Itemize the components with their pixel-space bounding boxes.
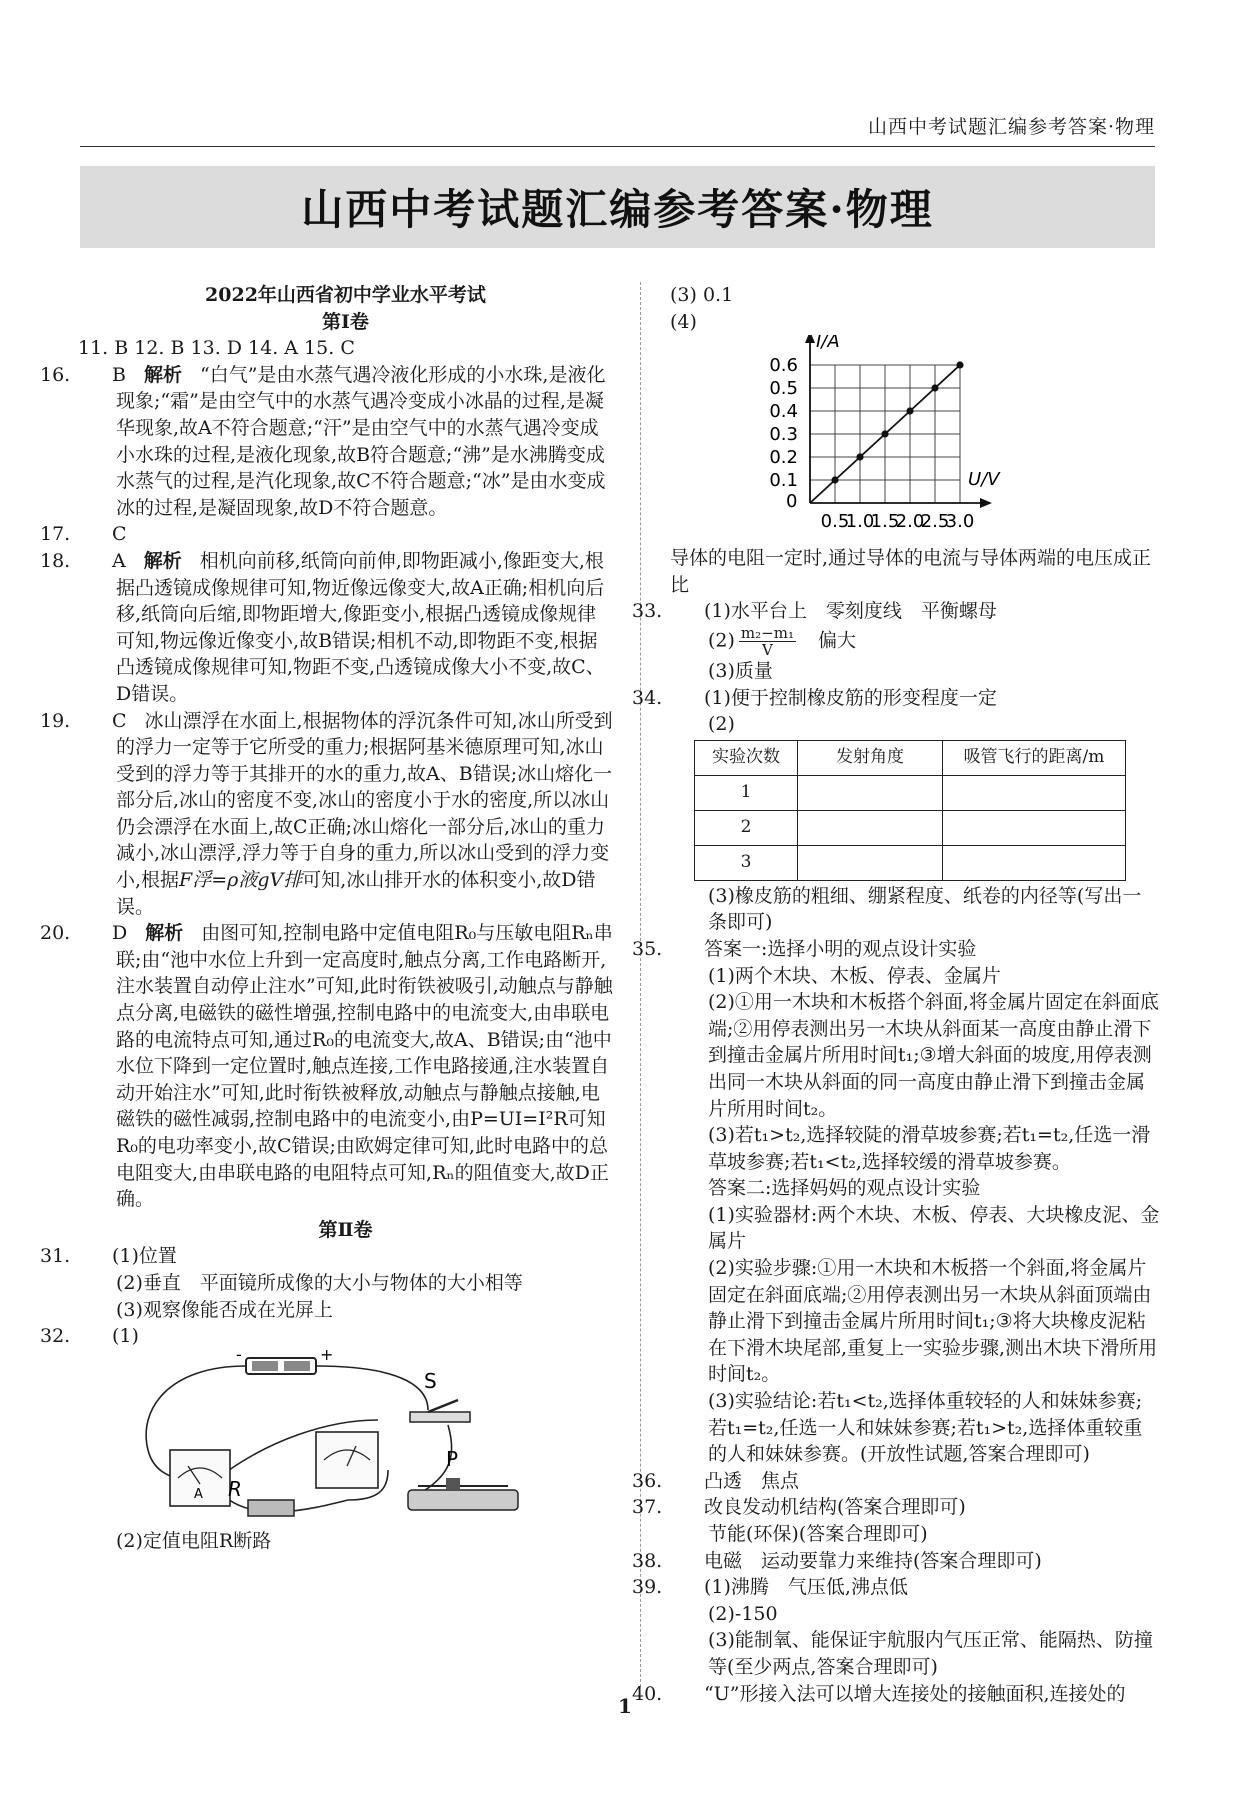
y-tick-label: 0.1 [769, 470, 798, 492]
answer-line: “U”形接入法可以增大连接处的接触面积,连接处的 [704, 1682, 1126, 1705]
answer-31 [40, 1243, 613, 1270]
answer-32 [40, 1323, 613, 1350]
answer-line: 电磁 运动要靠力来维持(答案合理即可) [704, 1549, 1042, 1572]
data-point [956, 362, 963, 369]
answer-line: 偏大 [817, 629, 856, 652]
analysis-tag: 解析 [143, 363, 182, 386]
answer-35-line: (3)若t₁>t₂,选择较陡的滑草坡参赛;若t₁=t₂,任选一滑草坡参赛;若t₁<t₂,选择较缓的滑草坡参赛。 [708, 1124, 1151, 1173]
answer-35-line: 答案二:选择妈妈的观点设计实验 [708, 1177, 981, 1200]
analysis-text: “白气”是由水蒸气遇冷液化形成的小水珠,是液化现象;“霜”是由空气中的水蒸气遇冷变成小冰晶的过程,是凝华现象,故A不符合题意;“汗”是由空气中的水蒸气遇冷变成小水珠的过程,是液化现象,故B符合题意;“沸”是水沸腾变成水蒸气的过程,是汽化现象,故C不符合题意;“冰”是由水变成冰的过程,是凝固现象,故D不符合题意。 [116, 363, 606, 519]
analysis-tag: 解析 [145, 922, 184, 945]
qnum: 34. [632, 686, 663, 709]
table-cell [798, 775, 943, 810]
answer-16 [40, 362, 613, 522]
answer-35-line: (3)实验结论:若t₁<t₂,选择体重较轻的人和妹妹参赛;若t₁=t₂,任选一人和妹妹参赛;若t₁>t₂,选择体重较重的人和妹妹参赛。(开放性试题,答案合理即可) [708, 1390, 1143, 1466]
rheostat-icon [408, 1490, 518, 1510]
answer-line: (1)水平台上 零刻度线 平衡螺母 [704, 600, 997, 623]
answer-35-line: (2)①用一木块和木板搭个斜面,将金属片固定在斜面底端;②用停表测出另一木块从斜面某一高度由静止滑下到撞击金属片所用时间t₁;③增大斜面的坡度,用停表测出同一木块从斜面的同一高度由静止滑下到撞击金属片所用时间t₂。 [708, 991, 1159, 1120]
answer-35-line: (1)两个木块、木板、停表、金属片 [708, 964, 1001, 987]
running-header: 山西中考试题汇编参考答案·物理 [867, 116, 1155, 138]
x-axis-label: U/V [968, 469, 1000, 491]
qnum: 35. [632, 937, 663, 960]
buoyancy-formula: F浮=ρ液gV排 [179, 869, 303, 892]
table-row [695, 810, 1126, 845]
y-tick-label: 0.5 [769, 378, 798, 400]
qnum: 17. [40, 523, 71, 546]
switch-icon [410, 1412, 470, 1422]
answer-33-3: (3)质量 [708, 659, 773, 682]
qnum: 37. [632, 1496, 663, 1519]
battery-plus-label: + [320, 1349, 334, 1364]
qnum: 16. [40, 363, 71, 386]
x-tick-label: 2.0 [895, 511, 925, 533]
answer-35-line: (2)实验步骤:①用一木块和木板搭一个斜面,将金属片固定在斜面底端;②用停表测出另一木块从斜面顶端由静止滑下到撞击金属片所用时间t₁;③将大块橡皮泥粘在下滑木块尾部,重复上一实验步骤,测出木块下滑所用时间t₂。 [708, 1257, 1158, 1386]
y-axis-arrow-icon [805, 335, 815, 343]
origin-label: 0 [786, 491, 798, 513]
answer-34-2: (2) [708, 713, 735, 736]
answer-line: (1)位置 [112, 1245, 177, 1268]
answer-39 [632, 1574, 1160, 1601]
qnum: 36. [632, 1469, 663, 1492]
switch-label: S [424, 1368, 437, 1393]
header-rule [80, 146, 1155, 147]
x-tick-label: 0.5 [820, 511, 850, 533]
page-number: 1 [618, 1694, 632, 1718]
answer-33 [632, 598, 1160, 625]
answer-letter: C [112, 523, 127, 546]
x-tick-label: 2.5 [920, 511, 950, 533]
answer-37 [632, 1494, 1160, 1521]
answer-34-3: (3)橡皮筋的粗细、绷紧程度、纸卷的内径等(写出一条即可) [708, 884, 1142, 934]
answer-39-3: (3)能制氧、能保证宇航服内气压正常、能隔热、防撞等(至少两点,答案合理即可) [708, 1629, 1153, 1678]
exam-title: 2022年山西省初中学业水平考试 [205, 284, 486, 306]
right-column [632, 282, 1160, 1707]
answer-line: 改良发动机结构(答案合理即可) [704, 1496, 966, 1519]
analysis-text: 相机向前移,纸筒向前伸,即物距减小,像距变大,根据凸透镜成像规律可知,物近像远像变大,故A正确;相机向后移,纸筒向后缩,即物距增大,像距变小,根据凸透镜成像规律可知,物远像近像变小,故B错误;相机不动,即物距不变,根据凸透镜成像规律可知,物距不变,凸透镜成像大小不变,故C、D错误。 [116, 549, 605, 705]
analysis-text: 冰山漂浮在水面上,根据物体的浮沉条件可知,冰山所受到的浮力一定等于它所受的重力;根据阿基米德原理可知,冰山受到的浮力等于其排开的水的重力,故A、B错误;冰山熔化一部分后,冰山的密度不变,冰山的密度小于水的密度,所以冰山仍会漂浮在水面上,故C正确;冰山熔化一部分后,冰山的重力减小,冰山漂浮,浮力等于自身的重力,所以冰山受到的浮力变小,根据 [116, 709, 613, 892]
y-tick-label: 0.4 [769, 401, 798, 423]
mc-answers: 11. B 12. B 13. D 14. A 15. C [78, 337, 355, 360]
table-cell: 2 [695, 810, 798, 845]
density-fraction [739, 625, 796, 658]
table-cell [798, 810, 943, 845]
analysis-tag: 解析 [143, 549, 182, 572]
circuit-diagram [128, 1350, 568, 1528]
data-point [931, 385, 938, 392]
answer-19 [40, 708, 613, 921]
answer-32-2: (2)定值电阻R断路 [116, 1529, 272, 1552]
ammeter-label: A [194, 1486, 203, 1502]
table-cell [798, 845, 943, 880]
experiment-table [694, 740, 1126, 881]
title-banner [80, 166, 1155, 248]
part-two-heading: 第Ⅱ卷 [318, 1218, 373, 1241]
answer-line: (1) [112, 1325, 139, 1348]
rheostat-slider [446, 1478, 460, 1490]
answer-36 [632, 1468, 1160, 1495]
table-header: 吸管飞行的距离/m [943, 740, 1126, 775]
analysis-text: 可知,冰山排开水的体积变小,故D错误。 [116, 869, 596, 918]
table-cell [943, 810, 1126, 845]
page-title: 山西中考试题汇编参考答案·物理 [301, 185, 934, 234]
table-header: 实验次数 [695, 740, 798, 775]
answer-35 [632, 936, 1160, 963]
analysis-text: 由图可知,控制电路中定值电阻R₀与压敏电阻Rₙ串联;由“池中水位上升到一定高度时,触点分离,工作电路断开,注水装置自动停止注水”可知,此时衔铁被吸引,动触点与静触点分离,电磁铁的磁性增强,控制电路中的电流变大,由串联电路的电流特点可知,通过R₀的电流变大,故A、B错误;由“池中水位下降到一定位置时,触点连接,工作电路接通,注水装置自动开始注水”可知,此时衔铁被释放,动触点与静触点接触,电磁铁的磁性减弱,控制电路中的电流变小,由P=UI=I²R可知R₀的电功率变小,故C错误;由欧姆定律可知,此时电路中的总电阻变大,由串联电路的电阻特点可知,Rₙ的阻值变大,故D正确。 [116, 922, 613, 1211]
y-tick-label: 0.6 [769, 355, 798, 377]
qnum: 39. [632, 1576, 663, 1599]
data-point [906, 408, 913, 415]
table-cell [943, 845, 1126, 880]
data-point [881, 431, 888, 438]
battery-cell-icon [252, 1361, 278, 1371]
data-point [856, 454, 863, 461]
answer-37-2: 节能(环保)(答案合理即可) [708, 1523, 928, 1545]
battery-cell-icon [284, 1361, 310, 1371]
qnum: 32. [40, 1325, 71, 1348]
answer-32-3: (3) 0.1 [670, 284, 734, 306]
battery-minus-label: - [236, 1349, 242, 1364]
table-row [695, 775, 1126, 810]
qnum: 38. [632, 1549, 663, 1572]
wire [316, 1366, 428, 1410]
resistor-icon [248, 1500, 294, 1516]
slider-label: P [446, 1446, 459, 1471]
answer-32-conclusion: 导体的电阻一定时,通过导体的电流与导体两端的电压成正比 [670, 547, 1152, 596]
answer-35-line: (1)实验器材:两个木块、木板、停表、大块橡皮泥、金属片 [708, 1203, 1160, 1253]
y-axis-label: I/A [816, 335, 840, 353]
qnum: 20. [40, 922, 71, 945]
answer-20 [40, 920, 613, 1213]
switch-lever [428, 1400, 458, 1412]
answer-39-2: (2)-150 [708, 1602, 778, 1625]
table-cell [943, 775, 1126, 810]
answer-letter: C [112, 709, 127, 732]
answer-line: 答案一:选择小明的观点设计实验 [704, 937, 977, 960]
answer-38 [632, 1548, 1160, 1575]
left-column [40, 282, 613, 1554]
y-tick-label: 0.2 [769, 447, 798, 469]
fraction-denominator: V [762, 640, 773, 659]
answer-line: 凸透 焦点 [704, 1469, 800, 1492]
answer-31-2: (2)垂直 平面镜所成像的大小与物体的大小相等 [116, 1271, 523, 1294]
table-cell: 3 [695, 845, 798, 880]
resistor-label: R [228, 1476, 242, 1501]
answer-letter: A [112, 549, 126, 572]
answer-31-3: (3)观察像能否成在光屏上 [116, 1298, 333, 1321]
answer-line: (1)便于控制橡皮筋的形变程度一定 [704, 686, 997, 709]
iu-graph [670, 335, 1160, 545]
answer-letter: D [112, 922, 128, 945]
part-one-heading: 第Ⅰ卷 [322, 310, 369, 333]
qnum: 33. [632, 600, 663, 623]
voltmeter-icon [316, 1432, 378, 1488]
qnum: 19. [40, 709, 71, 732]
answer-33-2 [670, 625, 1160, 658]
answer-32-4: (4) [670, 310, 697, 333]
qnum: 31. [40, 1245, 71, 1268]
table-header: 发射角度 [798, 740, 943, 775]
table-cell: 1 [695, 775, 798, 810]
answer-18 [40, 548, 613, 708]
x-axis-arrow-icon [980, 498, 992, 508]
answer-34 [632, 685, 1160, 712]
x-tick-label: 3.0 [945, 511, 975, 533]
table-row [695, 845, 1126, 880]
answer-line: (1)沸腾 气压低,沸点低 [704, 1576, 908, 1599]
answer-17 [40, 521, 613, 548]
y-tick-label: 0.3 [769, 424, 798, 446]
qnum: 18. [40, 549, 71, 572]
table-header-row [695, 740, 1126, 775]
fraction-numerator: m₂−m₁ [740, 623, 794, 642]
answer-letter: B [112, 363, 126, 386]
answer-line: (2) [708, 629, 735, 652]
x-tick-label: 1.0 [845, 511, 875, 533]
data-point [831, 477, 838, 484]
x-tick-label: 1.5 [870, 511, 900, 533]
qnum: 40. [632, 1682, 663, 1705]
